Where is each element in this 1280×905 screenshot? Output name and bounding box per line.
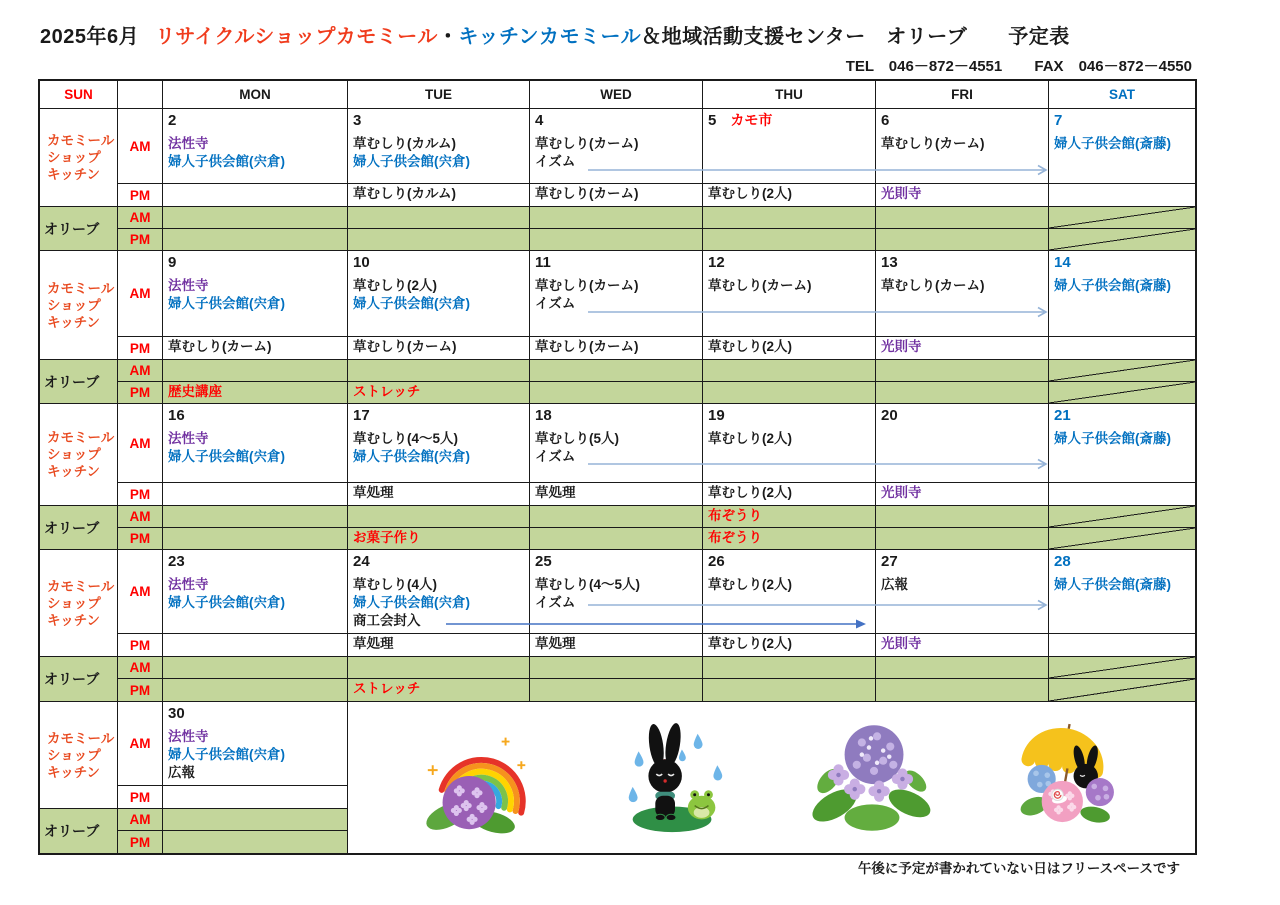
day-cell-pm [1048,633,1195,656]
olive-cell-am [347,359,529,381]
day-cell-am [875,250,1048,336]
olive-cell-am [702,656,875,678]
olive-cell-pm [347,228,529,250]
day-cell-pm [347,482,529,505]
olive-cell-pm [347,678,529,701]
olive-cell-pm [702,678,875,701]
olive-cell-am [702,505,875,527]
am-label: AM [117,808,162,830]
day-cell-pm [529,336,702,359]
row-label-chamomile [40,701,117,808]
contact-info [846,55,1192,76]
header-thu: THU [702,81,875,108]
header-tue: TUE [347,81,529,108]
event-entry: 草むしり(カーム) [535,339,639,354]
olive-cell-pm [875,381,1048,403]
olive-cell-pm [162,381,347,403]
day-number: 18 [535,407,552,424]
day-number: 11 [535,254,551,271]
event-entry: 草処理 [353,636,394,651]
event-entry: 広報 [881,577,908,592]
am-events [163,728,347,782]
footer-note: 午後に予定が書かれていない日はフリースペースです [857,861,1180,876]
olive-cell-am [702,359,875,381]
olive-cell-am [529,656,702,678]
day-number: 6 [881,112,890,129]
row-label-line: キッチン [47,612,101,628]
fax-number: FAX 046－872－4550 [1034,58,1192,75]
day-cell-am [1048,250,1195,336]
olive-cell-am [875,656,1048,678]
am-label: AM [117,108,162,183]
day-cell-pm [702,482,875,505]
event-entry: 婦人子供会館(宍倉) [168,449,285,464]
event-entry: 草処理 [353,485,394,500]
day-cell-pm [1048,336,1195,359]
event-entry: 婦人子供会館(斎藤) [1054,431,1171,446]
event-entry: 光則寺 [881,186,922,201]
pm-label: PM [117,527,162,549]
hydrangea-illustration [806,707,938,849]
day-number: 9 [168,254,177,271]
olive-cell-pm [875,678,1048,701]
olive-cell-am [347,656,529,678]
day-number: 13 [881,254,898,271]
day-number: 16 [168,407,185,424]
day-number: 30 [168,705,185,722]
day-cell-pm [1048,482,1195,505]
day-number: 27 [881,553,898,570]
row-label-line: キッチン [47,314,101,330]
continuation-arrow [446,617,866,631]
am-label: AM [117,206,162,228]
olive-cell-pm [162,830,347,853]
olive-cell-am [1048,505,1195,527]
event-entry: 草むしり(カルム) [353,186,456,201]
am-events [1049,277,1195,295]
event-entry: 草むしり(カーム) [168,339,272,354]
event-entry: 草むしり(カーム) [881,136,985,151]
pm-label: PM [117,678,162,701]
day-number: 4 [535,112,544,129]
event-entry: 光則寺 [881,339,922,354]
day-cell-pm [347,336,529,359]
am-events [703,277,875,295]
event-entry: 草むしり(カルム) [353,136,456,151]
row-label-line: カモミール [47,280,115,296]
day-cell-pm [1048,183,1195,206]
row-label-chamomile [40,108,117,206]
event-entry: 草むしり(2人) [353,278,437,293]
day-cell-am [162,701,347,785]
title-shop-blue: キッチンカモミール [458,26,642,48]
olive-cell-am [162,656,347,678]
day-cell-pm [702,336,875,359]
event-entry: 法性寺 [168,431,209,446]
row-label-line: ショップ [47,595,101,611]
event-entry: 草むしり(カーム) [881,278,985,293]
day-cell-am [347,403,529,482]
row-label-olive: オリーブ [40,206,117,250]
olive-cell-pm [875,527,1048,549]
olive-cell-pm [702,381,875,403]
day-number: 3 [353,112,362,129]
day-number: 5 カモ市 [708,112,773,129]
day-cell-pm [875,633,1048,656]
am-events [876,135,1048,153]
olive-cell-pm [529,381,702,403]
pm-label: PM [117,183,162,206]
continuation-arrow [588,305,1047,319]
day-cell-am [529,250,702,336]
rainbow-hydrangea-illustration [415,709,543,847]
event-entry: 婦人子供会館(宍倉) [168,154,285,169]
olive-cell-am [347,505,529,527]
day-cell-pm [162,183,347,206]
am-events [348,135,529,171]
event-entry: 光則寺 [881,485,922,500]
event-entry: 草むしり(2人) [708,431,792,446]
event-entry: 草むしり(カーム) [353,339,457,354]
header-spacer [117,81,162,108]
row-label-line: ショップ [47,747,101,763]
pm-label: PM [117,381,162,403]
olive-cell-pm [702,228,875,250]
olive-cell-pm [702,527,875,549]
olive-cell-am [875,505,1048,527]
continuation-arrow [588,457,1047,471]
day-number: 20 [881,407,898,424]
pm-label: PM [117,228,162,250]
day-number: 28 [1054,553,1071,570]
day-cell-pm [529,482,702,505]
day-cell-pm [162,482,347,505]
day-cell-pm [702,183,875,206]
am-events [348,277,529,313]
am-events [1049,576,1195,594]
day-cell-pm [347,633,529,656]
olive-cell-pm [529,678,702,701]
continuation-arrow [588,163,1047,177]
event-entry: 草むしり(2人) [708,339,792,354]
event-entry: 草処理 [535,636,576,651]
event-entry: ストレッチ [353,681,421,696]
olive-cell-am [162,505,347,527]
event-entry: 草むしり(2人) [708,577,792,592]
day-cell-am [1048,549,1195,633]
event-entry: 草むしり(カーム) [708,278,812,293]
event-entry: 草むしり(4人) [353,577,437,592]
event-entry: ストレッチ [353,384,421,399]
day-cell-am [162,108,347,183]
event-entry: 草むしり(カーム) [535,186,639,201]
day-cell-pm [162,336,347,359]
row-label-line: キッチン [47,167,101,182]
olive-cell-am [529,206,702,228]
day-cell-pm [875,183,1048,206]
title-dot: ・ [437,26,459,48]
event-entry: 婦人子供会館(斎藤) [1054,577,1171,592]
am-events [703,430,875,448]
event-entry: 草むしり(4～5人) [353,431,459,446]
event-entry: 法性寺 [168,729,209,744]
day-number: 24 [353,553,370,570]
olive-cell-am [162,206,347,228]
event-entry: 草むしり(2人) [708,636,792,651]
day-cell-am [875,549,1048,633]
am-events [1049,135,1195,153]
event-entry: 婦人子供会館(宍倉) [168,747,285,762]
header-mon: MON [162,81,347,108]
olive-cell-pm [162,678,347,701]
row-label-chamomile [40,549,117,656]
event-entry: 婦人子供会館(宍倉) [353,595,470,610]
event-entry: 婦人子供会館(宍倉) [353,449,470,464]
day-cell-am [702,250,875,336]
olive-cell-pm [529,527,702,549]
event-entry: イズム [535,449,576,464]
tel-number: TEL 046－872－4551 [845,58,1003,75]
day-cell-am [347,108,529,183]
event-entry: 草むしり(2人) [708,186,792,201]
pm-label: PM [117,482,162,505]
row-label-line: カモミール [47,133,115,148]
day-cell-pm [875,336,1048,359]
day-cell-pm [347,183,529,206]
event-entry: 草むしり(4～5人) [535,577,641,592]
row-label-line: カモミール [47,730,115,746]
am-events [348,430,529,466]
day-cell-pm [529,633,702,656]
day-number: 26 [708,553,725,570]
day-number: 17 [353,407,370,424]
day-cell-am [162,250,347,336]
am-events [163,135,347,171]
event-entry: 光則寺 [881,636,922,651]
olive-cell-pm [875,228,1048,250]
olive-cell-am [875,359,1048,381]
day-number: 12 [708,254,725,271]
row-label-chamomile [40,403,117,505]
event-entry: イズム [535,296,576,311]
olive-cell-am [702,206,875,228]
header-sun: SUN [40,81,117,108]
event-entry: 布ぞうり [708,508,762,523]
pm-label: PM [117,633,162,656]
day-number: 23 [168,553,185,570]
olive-cell-am [162,808,347,830]
am-label: AM [117,403,162,482]
event-entry: 婦人子供会館(宍倉) [168,296,285,311]
title-month: 2025年6月 [40,26,140,48]
olive-cell-pm [1048,527,1195,549]
olive-cell-pm [529,228,702,250]
day-number-note: カモ市 [730,112,773,128]
row-label-chamomile [40,250,117,359]
illustration-panel [347,701,1195,853]
continuation-arrow [588,598,1047,612]
pm-label: PM [117,830,162,853]
event-entry: 広報 [168,765,195,780]
event-entry: お菓子作り [353,530,421,545]
day-cell-pm [529,183,702,206]
row-label-line: キッチン [47,464,101,479]
day-cell-am [1048,403,1195,482]
event-entry: 草むしり(2人) [708,485,792,500]
event-entry: イズム [535,154,576,169]
olive-cell-pm [162,527,347,549]
title-shop-red: リサイクルショップカモミール [155,26,438,48]
day-cell-am [347,250,529,336]
day-cell-am [162,549,347,633]
page-title [40,20,1070,49]
am-events [163,277,347,313]
day-cell-am [162,403,347,482]
am-label: AM [117,250,162,336]
olive-cell-pm [347,527,529,549]
event-entry: 法性寺 [168,577,209,592]
day-cell-pm [875,482,1048,505]
row-label-olive: オリーブ [40,656,117,701]
event-entry: 婦人子供会館(宍倉) [353,296,470,311]
am-events [1049,430,1195,448]
am-events [703,576,875,594]
olive-cell-am [1048,656,1195,678]
row-label-olive: オリーブ [40,359,117,403]
row-label-line: キッチン [47,764,101,780]
row-label-olive: オリーブ [40,808,117,853]
header-wed: WED [529,81,702,108]
event-entry: 草むしり(5人) [535,431,619,446]
olive-cell-pm [162,228,347,250]
am-label: AM [117,549,162,633]
olive-cell-am [1048,359,1195,381]
event-entry: 婦人子供会館(宍倉) [168,595,285,610]
pm-label: PM [117,785,162,808]
olive-cell-am [875,206,1048,228]
rabbit-frog-illustration [611,709,739,847]
event-entry: 布ぞうり [708,530,762,545]
umbrella-rabbit-illustration [1006,712,1128,844]
event-entry: 草むしり(カーム) [535,136,639,151]
row-label-line: ショップ [47,150,101,165]
olive-cell-am [347,206,529,228]
day-cell-pm [702,633,875,656]
event-entry: 商工会封入 [353,613,421,628]
pm-label: PM [117,336,162,359]
am-label: AM [117,656,162,678]
row-label-line: カモミール [47,578,115,594]
row-label-line: ショップ [47,447,101,462]
event-entry: イズム [535,595,576,610]
header-sat: SAT [1048,81,1195,108]
day-number: 25 [535,553,552,570]
event-entry: 婦人子供会館(斎藤) [1054,278,1171,293]
am-events [163,576,347,612]
event-entry: 草処理 [535,485,576,500]
row-label-olive: オリーブ [40,505,117,549]
olive-cell-am [529,505,702,527]
day-number: 7 [1054,112,1063,129]
am-events [876,277,1048,295]
title-rest: ＆地域活動支援センター オリーブ 予定表 [641,26,1070,48]
event-entry: 草むしり(カーム) [535,278,639,293]
day-cell-am [1048,108,1195,183]
olive-cell-am [1048,206,1195,228]
day-number: 10 [353,254,370,271]
am-label: AM [117,359,162,381]
row-label-line: ショップ [47,297,101,313]
header-fri: FRI [875,81,1048,108]
olive-cell-pm [347,381,529,403]
olive-cell-pm [1048,381,1195,403]
olive-cell-pm [1048,678,1195,701]
am-label: AM [117,505,162,527]
event-entry: 婦人子供会館(斎藤) [1054,136,1171,151]
day-number: 2 [168,112,177,129]
day-number: 19 [708,407,725,424]
am-events [876,576,1048,594]
day-number: 14 [1054,254,1071,271]
row-label-line: カモミール [47,430,115,445]
olive-cell-pm [1048,228,1195,250]
schedule-table [38,79,1197,855]
am-label: AM [117,701,162,785]
event-entry: 歴史講座 [168,384,222,399]
event-entry: 法性寺 [168,136,209,151]
olive-cell-am [529,359,702,381]
day-number: 21 [1054,407,1071,424]
day-cell-pm [162,785,347,808]
event-entry: 法性寺 [168,278,209,293]
olive-cell-am [162,359,347,381]
day-cell-pm [162,633,347,656]
am-events [163,430,347,466]
event-entry: 婦人子供会館(宍倉) [353,154,470,169]
